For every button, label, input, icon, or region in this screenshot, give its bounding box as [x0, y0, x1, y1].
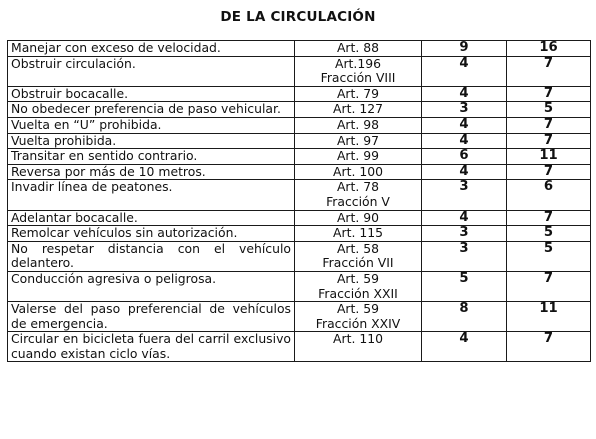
min-value: 4	[422, 164, 507, 180]
table-row	[8, 302, 591, 332]
table-row	[8, 226, 591, 242]
max-value: 5	[507, 241, 591, 271]
table-row	[8, 133, 591, 149]
min-value: 4	[422, 210, 507, 226]
table-row	[8, 86, 591, 102]
article-line: Art. 59	[336, 301, 380, 317]
max-value: 7	[507, 133, 591, 149]
max-value: 7	[507, 56, 591, 86]
max-value: 7	[507, 164, 591, 180]
table-row	[8, 180, 591, 210]
article-line: Art. 88	[336, 40, 380, 55]
article-line: Art. 115	[333, 225, 383, 241]
article-line: Fracción VII	[322, 255, 394, 271]
article-reference	[295, 241, 422, 271]
article-line: Art.196	[334, 55, 382, 71]
article-line: Fracción V	[326, 193, 390, 209]
infraction-description: Manejar con exceso de velocidad.	[8, 41, 295, 57]
min-value: 4	[422, 117, 507, 133]
min-value: 5	[422, 271, 507, 301]
table-row	[8, 332, 591, 362]
min-value: 4	[422, 133, 507, 149]
min-value: 8	[422, 302, 507, 332]
article-line: Art. 100	[333, 163, 383, 179]
min-value: 3	[422, 180, 507, 210]
infraction-description: Remolcar vehículos sin autorización.	[8, 226, 295, 242]
table-row	[8, 210, 591, 226]
table-row	[8, 149, 591, 165]
article-reference	[295, 56, 422, 86]
article-line: Fracción XXIV	[315, 315, 401, 331]
max-value: 7	[507, 117, 591, 133]
infraction-description: Vuelta en “U” prohibida.	[8, 117, 295, 133]
min-value: 6	[422, 149, 507, 165]
article-line: Art. 59	[336, 270, 380, 286]
infraction-description: No respetar distancia con el vehículo delantero.	[8, 241, 295, 271]
table-row	[8, 102, 591, 118]
min-value: 3	[422, 241, 507, 271]
min-value: 4	[422, 332, 507, 362]
article-reference	[295, 226, 422, 242]
infraction-description: Circular en bicicleta fuera del carril exclusivo cuando existan ciclo vías.	[8, 332, 295, 362]
article-reference	[295, 210, 422, 226]
article-reference	[295, 271, 422, 301]
article-line: Art. 110	[333, 331, 383, 347]
article-reference	[295, 117, 422, 133]
infraction-description: Conducción agresiva o peligrosa.	[8, 271, 295, 301]
min-value: 4	[422, 86, 507, 102]
max-value: 11	[507, 302, 591, 332]
max-value: 7	[507, 210, 591, 226]
article-reference	[295, 164, 422, 180]
article-line: Art. 90	[336, 209, 380, 225]
article-reference	[295, 180, 422, 210]
fines-table-body	[8, 41, 591, 362]
infraction-description: Reversa por más de 10 metros.	[8, 164, 295, 180]
article-line: Art. 58	[336, 240, 380, 256]
article-reference	[295, 149, 422, 165]
article-reference	[295, 86, 422, 102]
max-value: 7	[507, 332, 591, 362]
page-title: DE LA CIRCULACIÓN	[220, 9, 376, 25]
infraction-description: Valerse del paso preferencial de vehículos de emergencia.	[8, 302, 295, 332]
table-row	[8, 41, 591, 57]
infraction-description: Obstruir circulación.	[8, 56, 295, 86]
infraction-description: Transitar en sentido contrario.	[8, 149, 295, 165]
max-value: 7	[507, 271, 591, 301]
article-line: Art. 78	[336, 179, 380, 195]
article-line: Art. 98	[336, 116, 380, 132]
infraction-description: Obstruir bocacalle.	[8, 86, 295, 102]
article-line: Fracción XXII	[318, 285, 398, 301]
max-value: 7	[507, 86, 591, 102]
max-value: 5	[507, 102, 591, 118]
infraction-description: Adelantar bocacalle.	[8, 210, 295, 226]
table-row	[8, 117, 591, 133]
min-value: 3	[422, 226, 507, 242]
infraction-description: Invadir línea de peatones.	[8, 180, 295, 210]
infraction-description: No obedecer preferencia de paso vehicular.	[8, 102, 295, 118]
fines-table	[7, 40, 591, 362]
min-value: 9	[422, 41, 507, 57]
min-value: 3	[422, 102, 507, 118]
article-reference	[295, 41, 422, 57]
table-row	[8, 164, 591, 180]
table-row	[8, 241, 591, 271]
article-reference	[295, 133, 422, 149]
max-value: 16	[507, 41, 591, 57]
article-line: Art. 97	[336, 132, 380, 148]
article-reference	[295, 332, 422, 362]
table-row	[8, 271, 591, 301]
article-line: Fracción VIII	[320, 70, 396, 86]
article-line: Art. 99	[336, 148, 380, 164]
max-value: 6	[507, 180, 591, 210]
article-line: Art. 79	[336, 85, 380, 101]
article-reference	[295, 302, 422, 332]
min-value: 4	[422, 56, 507, 86]
article-reference	[295, 102, 422, 118]
table-row	[8, 56, 591, 86]
infraction-description: Vuelta prohibida.	[8, 133, 295, 149]
max-value: 5	[507, 226, 591, 242]
max-value: 11	[507, 149, 591, 165]
article-line: Art. 127	[333, 101, 383, 117]
